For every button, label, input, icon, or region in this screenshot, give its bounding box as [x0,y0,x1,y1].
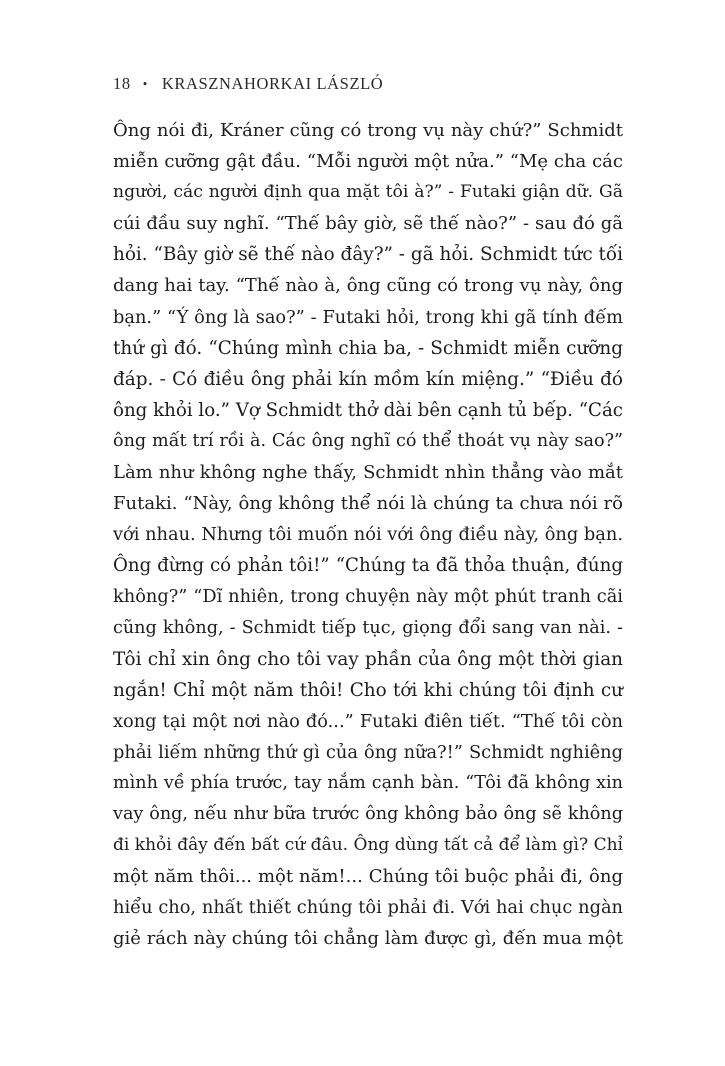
text-line: với nhau. Nhưng tôi muốn nói với ông điều này, ông bạn. [113,524,623,546]
text-line: Làm như không nghe thấy, Schmidt nhìn thẳng vào mắt [113,462,623,484]
text-line: Futaki. “Này, ông không thể nói là chúng ta chưa nói rõ [113,493,623,515]
text-line: không?” “Dĩ nhiên, trong chuyện này một phút tranh cãi [113,586,623,608]
text-line: bạn.” “Ý ông là sao?” - Futaki hỏi, trong khi gã tính đếm [113,306,623,328]
text-line: ông mất trí rồi à. Các ông nghĩ có thể thoát vụ này sao?” [113,430,623,451]
header-separator: • [142,76,148,91]
text-line: xong tại một nơi nào đó...” Futaki điên tiết. “Thế tôi còn [113,710,623,732]
text-line: người, các người định qua mặt tôi à?” - Futaki giận dữ. Gã [113,182,623,203]
text-line: phải liếm những thứ gì của ông nữa?!” Schmidt nghiêng [113,741,623,763]
text-line: giẻ rách này chúng tôi chẳng làm được gì, đến mua một [113,928,623,950]
text-line: dang hai tay. “Thế nào à, ông cũng có trong vụ này, ông [113,275,623,297]
text-line: thứ gì đó. “Chúng mình chia ba, - Schmidt miễn cưỡng [113,337,623,359]
text-line: ngắn! Chỉ một năm thôi! Cho tới khi chúng tôi định cư [113,679,623,701]
text-line: Ông nói đi, Kráner cũng có trong vụ này chứ?” Schmidt [113,120,623,141]
text-line: Tôi chỉ xin ông cho tôi vay phần của ông một thời gian [113,648,623,670]
author-name: KRASZNAHORKAI LÁSZLÓ [161,74,384,93]
page-number: 18 [113,74,131,93]
text-line: hiểu cho, nhất thiết chúng tôi phải đi. Với hai chục ngàn [113,897,623,919]
text-line: vay ông, nếu như bữa trước ông không bảo ông sẽ không [113,804,623,825]
text-line: đáp. - Có điều ông phải kín mồm kín miệng.” “Điều đó [113,368,623,390]
body-text [113,115,623,955]
text-line: cũng không, - Schmidt tiếp tục, giọng đổi sang van nài. - [113,617,623,638]
text-line: một năm thôi... một năm!... Chúng tôi buộc phải đi, ông [113,866,623,888]
text-line: cúi đầu suy nghĩ. “Thế bây giờ, sẽ thế nào?” - sau đó gã [113,213,623,235]
text-line: miễn cưỡng gật đầu. “Mỗi người một nửa.” “Mẹ cha các [113,151,623,173]
text-line: đi khỏi đây đến bất cứ đâu. Ông dùng tất cả để làm gì? Chỉ [113,835,623,856]
text-line: hỏi. “Bây giờ sẽ thế nào đây?” - gã hỏi. Schmidt tức tối [113,244,623,266]
text-line: ông khỏi lo.” Vợ Schmidt thở dài bên cạnh tủ bếp. “Các [113,399,623,421]
text-line: mình về phía trước, tay nắm cạnh bàn. “Tôi đã không xin [113,772,623,793]
text-line: Ông đừng có phản tôi!” “Chúng ta đã thỏa thuận, đúng [113,555,623,577]
running-header [113,74,383,94]
